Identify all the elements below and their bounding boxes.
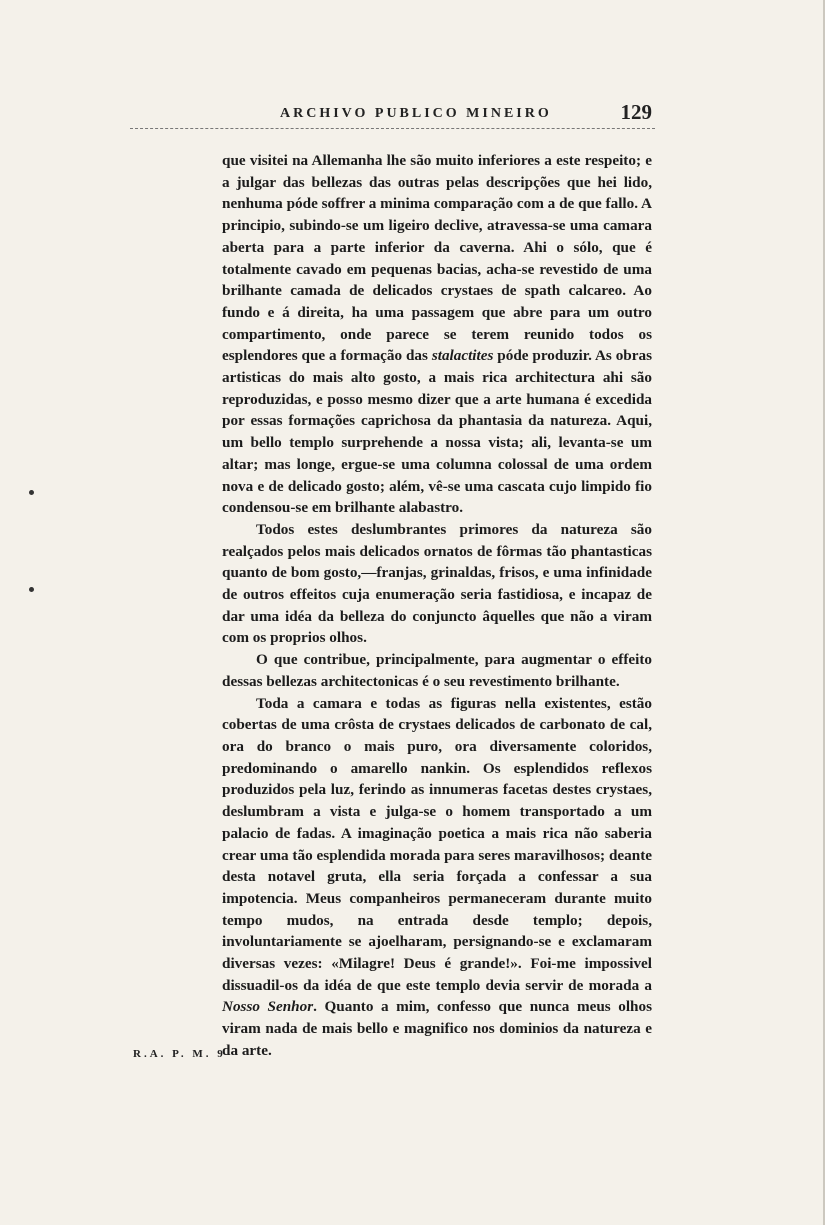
- paragraph-1-text-b: póde produzir. As obras artisticas do mais alto gosto, a mais rica architectura ahi são reproduzidas, e posso mesmo dizer que a arte humana é excedida por essas formações caprichosa da phantasia da natureza. Aqui, um bello templo surprehende a nossa vista; ali, levanta-se um altar; mas longe, ergue-se uma columna colossal de uma ordem nova e de delicado gosto; além, vê-se uma cascata cujo limpido fio condensou-se em brilhante alabastro.: [222, 347, 652, 517]
- paragraph-3: O que contribue, principalmente, para augmentar o effeito dessas bellezas architectonicas é o seu revestimento brilhante.: [222, 651, 652, 690]
- body-text: [222, 150, 652, 1062]
- page-number: 129: [620, 100, 652, 124]
- paragraph-1: [222, 150, 652, 519]
- margin-speck: [29, 490, 34, 495]
- paragraph-1-text-a: que visitei na Allemanha lhe são muito inferiores a este respeito; e a julgar das bellezas das outras pelas descripções que hei lido, nenhuma póde soffrer a minima comparação com a de que fallo. A principio, subindo-se um ligeiro declive, atravessa-se uma camara aberta para a parte inferior da caverna. Ahi o sólo, que é totalmente cavado em pequenas bacias, acha-se revestido de uma brilhante camada de delicados crystaes de spath calcareo. Ao fundo e á direita, ha uma passagem que abre para um outro compartimento, onde parece se terem reunido todos os esplendores que a formação das: [222, 152, 652, 365]
- margin-speck: [29, 587, 34, 592]
- paragraph-4-text-b: . Quanto a mim, confesso que nunca meus olhos viram nada de mais bello e magnifico nos dominios da natureza e da arte.: [222, 998, 653, 1059]
- emphasis-stalactites: stalactites: [431, 347, 494, 365]
- paragraph-4-text-a: Toda a camara e todas as figuras nella existentes, estão cobertas de uma crôsta de crystaes delicados de carbonato de cal, ora do branco o mais puro, ora diversamente coloridos, predominando o amarello nankin. Os esplendidos reflexos produzidos pela luz, ferindo as innumeras facetas destes crystaes, deslumbram a vista e julga-se o homem transportado a um palacio de fadas. A imaginação poetica a mais rica não saberia crear uma tão esplendida morada para seres maravilhosos; deante desta notavel gruta, ella seria forçada a confessar a sua impotencia. Meus companheiros permaneceram durante muito tempo mudos, na entrada desde templo; depois, involuntariamente se ajoelharam, persignando-se e exclamaram diversas vezes: «Milagre! Deus é grande!». Foi-me impossivel dissuadil-os da idéa de que este templo devia servir de morada a: [222, 694, 652, 994]
- emphasis-nosso-senhor: Nosso Senhor: [222, 998, 314, 1016]
- header-rule: [130, 128, 655, 129]
- running-head: ARCHIVO PUBLICO MINEIRO: [280, 106, 552, 121]
- paragraph-2: Todos estes deslumbrantes primores da natureza são realçados pelos mais delicados ornatos de fôrmas tão phantasticas quanto de bom gosto,—franjas, grinaldas, frisos, e uma infinidade de outros effeitos cuja enumeração seria fastidiosa, e incapaz de dar uma idéa da belleza do conjuncto âquelles que não a viram com os proprios olhos.: [222, 520, 652, 647]
- paragraph-4: [222, 693, 652, 1062]
- signature-mark: R.A. P. M. 9: [133, 1048, 226, 1060]
- page-header: [120, 100, 660, 130]
